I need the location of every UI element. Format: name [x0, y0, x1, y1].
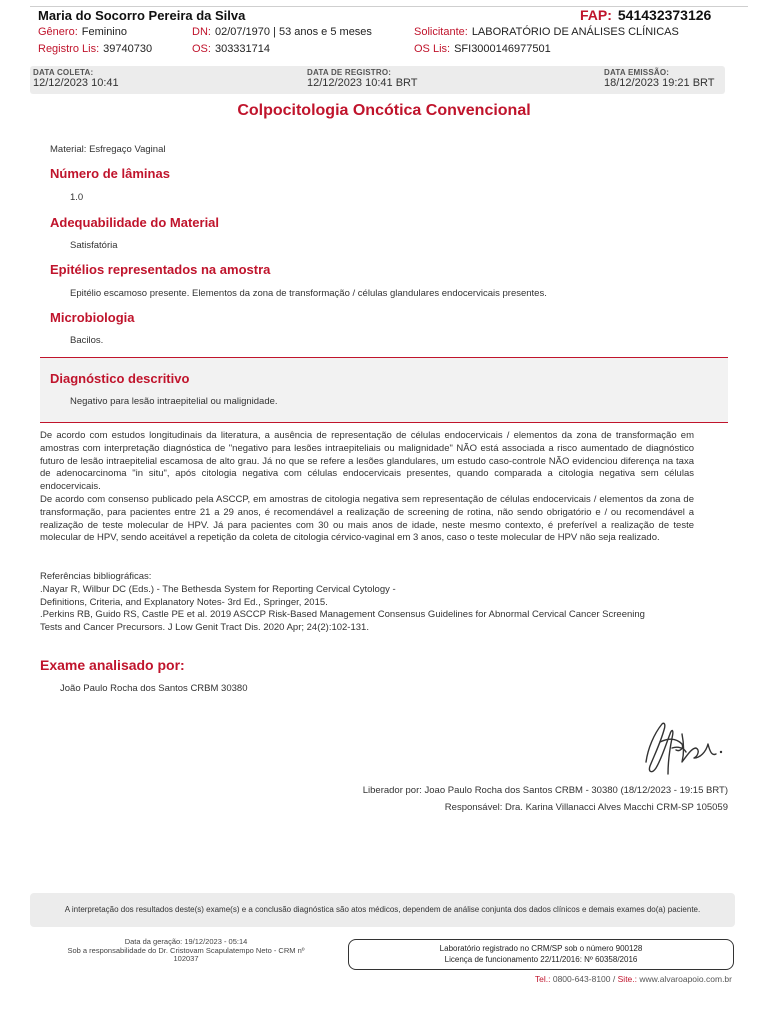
references-title: Referências bibliográficas: — [40, 571, 152, 582]
reference-line: Definitions, Criteria, and Explanatory Notes- 3rd Ed., Springer, 2015. — [40, 596, 328, 608]
genero-label: Gênero: — [38, 26, 78, 38]
data-emissao-value: 18/12/2023 19:21 BRT — [604, 77, 715, 89]
disclaimer-text: A interpretação dos resultados deste(s) exame(s) e a conclusão diagnóstica são atos médicos, dependem de análise conjunta dos dados clínicos e demais exames do(a) paciente. — [64, 905, 701, 914]
reference-line: .Nayar R, Wilbur DC (Eds.) - The Bethesda System for Reporting Cervical Cytology - — [40, 583, 396, 595]
contact-separator: / — [612, 974, 616, 984]
dn-label: DN: — [192, 26, 211, 38]
comment-paragraph-2: De acordo com consenso publicado pela ASCCP, em amostras de citologia negativa sem representação de células endocervicais / elementos da zona de transformação, para pacientes entre 21 a 29 anos, é recomendável a realização de screening de rotina, não sendo obrigatório e / ou recomendável a realização de teste molecular de HPV. Já para pacientes com 30 ou mais anos de idade, neste mesmo contexto, é preferível a realização de teste molecular de HPV, sendo aceitável a repetição da coleta de citologia cérvico-vaginal em 3 anos, caso o teste molecular de HPV não seja realizado. — [40, 494, 694, 544]
disclaimer-box — [30, 893, 735, 927]
data-coleta — [33, 68, 119, 89]
report-title: Colpocitologia Oncótica Convencional — [237, 102, 531, 119]
epitelios-heading: Epitélios representados na amostra — [50, 262, 271, 277]
analisado-heading: Exame analisado por: — [40, 657, 185, 673]
microbiologia-value: Bacilos. — [70, 335, 104, 346]
comment-paragraph-1: De acordo com estudos longitudinais da literatura, a ausência de representação de células endocervicais / elementos da zona de transformação em amostras com interpretação diagnóstica de "negativo para lesões intraepiteliais ou malignidade" NÃO está associada a risco aumentado de diagnóstico futuro de lesão intraepitelial escamosa de alto grau. Já no que se refere a lesões glandulares, um estudo caso-controle NÃO evidenciou diferença na taxa de adenocarcinoma "in situ", após citologia negativa com células endocervicais presentes, quando comparada a citologia negativa sem células endocervicais. — [40, 430, 694, 493]
microbiologia-heading: Microbiologia — [50, 310, 135, 325]
site-link[interactable]: www.alvaroapoio.com.br — [639, 974, 732, 984]
registration-crm: Laboratório registrado no CRM/SP sob o número 900128 — [439, 944, 643, 953]
data-coleta-label: DATA COLETA: — [33, 68, 94, 77]
data-registro-value: 12/12/2023 10:41 BRT — [307, 77, 418, 89]
oslis-value: SFI3000146977501 — [454, 43, 551, 55]
dn-field — [192, 26, 372, 38]
oslis-label: OS Lis: — [414, 43, 451, 55]
tel-label: Tel.: — [534, 974, 551, 984]
site-label: Site.: — [617, 974, 638, 984]
registration-box — [348, 939, 734, 970]
os-value: 303331714 — [214, 43, 271, 55]
fap-label: FAP: — [580, 7, 612, 23]
data-emissao — [604, 68, 715, 89]
registro-value: 39740730 — [103, 43, 153, 55]
signature-image — [632, 704, 728, 784]
reference-line: .Perkins RB, Guido RS, Castle PE et al. 2019 ASCCP Risk-Based Management Consensus Guidelines for Abnormal Cervical Cancer Screening — [40, 609, 645, 621]
os-label: OS: — [192, 43, 211, 55]
laminas-heading: Número de lâminas — [50, 166, 170, 181]
references — [40, 571, 700, 635]
generation-date: Data da geração: 19/12/2023 - 05:14 — [124, 937, 248, 946]
signature-dot — [720, 751, 722, 753]
solicitante-field — [414, 26, 679, 38]
adequabilidade-value: Satisfatória — [70, 240, 118, 251]
data-emissao-label: DATA EMISSÃO: — [604, 68, 670, 77]
oslis-field — [414, 43, 551, 55]
generation-crm: 102037 — [173, 954, 199, 964]
material-text: Material: Esfregaço Vaginal — [50, 144, 166, 155]
responsavel-text: Responsável: Dra. Karina Villanacci Alves Macchi CRM-SP 105059 — [444, 802, 728, 813]
patient-name: Maria do Socorro Pereira da Silva — [38, 8, 246, 23]
solicitante-label: Solicitante: — [414, 26, 468, 38]
data-registro-label: DATA DE REGISTRO: — [307, 68, 392, 77]
epitelios-value: Epitélio escamoso presente. Elementos da zona de transformação / células glandulares endocervicais presentes. — [70, 288, 547, 299]
tel-value[interactable]: 0800-643-8100 — [552, 974, 611, 984]
liberador-text: Liberador por: Joao Paulo Rocha dos Santos CRBM - 30380 (18/12/2023 - 19:15 BRT) — [362, 785, 728, 796]
data-registro — [307, 68, 418, 89]
dn-value: 02/07/1970 | 53 anos e 5 meses — [214, 26, 372, 38]
analisado-value: João Paulo Rocha dos Santos CRBM 30380 — [60, 683, 248, 694]
genero-field — [38, 26, 127, 38]
registro-field — [38, 43, 152, 55]
fap-value: 541432373126 — [617, 7, 712, 23]
contact-info — [380, 974, 732, 984]
reference-line: Tests and Cancer Precursors. J Low Genit Tract Dis. 2020 Apr; 24(2):102-131. — [40, 622, 369, 634]
genero-value: Feminino — [81, 26, 127, 38]
solicitante-value: LABORATÓRIO DE ANÁLISES CLÍNICAS — [471, 26, 679, 38]
os-field — [192, 43, 270, 55]
diagnostico-heading: Diagnóstico descritivo — [50, 371, 190, 386]
data-coleta-value: 12/12/2023 10:41 — [33, 77, 119, 89]
diagnostico-box — [40, 358, 728, 422]
section-divider-bottom — [40, 422, 728, 423]
diagnostico-value: Negativo para lesão intraepitelial ou malignidade. — [70, 396, 278, 407]
generation-responsible: Sob a responsabilidade do Dr. Cristovam Scapulatempo Neto - CRM nº — [67, 945, 305, 955]
fap-number — [580, 7, 711, 23]
laminas-value: 1.0 — [70, 192, 84, 203]
generation-info — [40, 938, 332, 964]
registration-license: Licença de funcionamento 22/11/2016: Nº 60358/2016 — [444, 955, 638, 964]
registro-label: Registro Lis: — [38, 43, 100, 55]
adequabilidade-heading: Adequabilidade do Material — [50, 215, 220, 230]
